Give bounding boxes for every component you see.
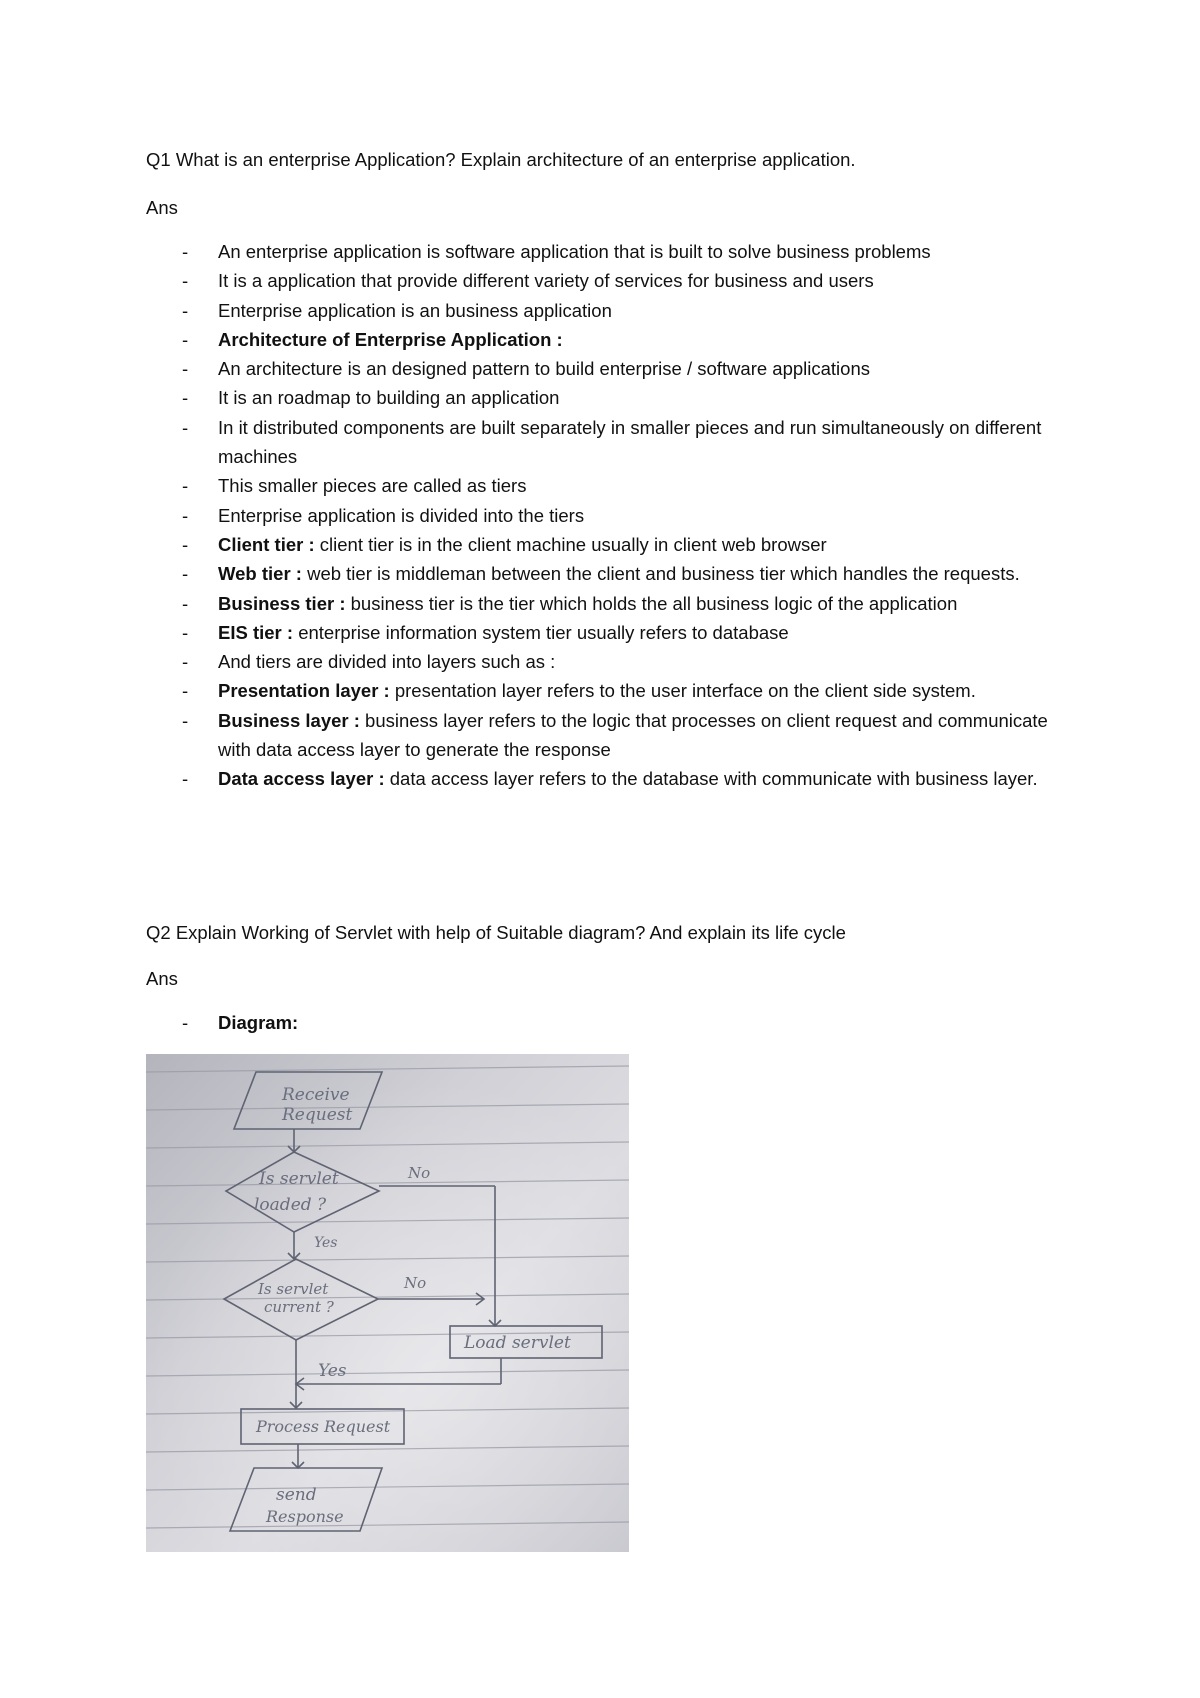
is-loaded-label-line-2: loaded ? [254,1195,327,1215]
bullet-dash: - [182,270,189,292]
list-item-text: business layer refers to the logic that processes on client request and communicate with data access layer to generate the response [218,709,1048,761]
receive-label-line-1: Receive [282,1085,350,1105]
list-item [146,471,1066,500]
bullet-dash: - [182,241,189,262]
list-item-heading: EIS tier : [218,621,294,643]
bullet-dash: - [182,592,189,614]
list-item-heading: Architecture of Enterprise Application : [218,328,563,350]
list-item [146,501,1066,530]
send-label-line-2: Response [266,1507,344,1526]
list-item [146,618,1066,647]
bullet-dash: - [182,1012,189,1033]
question-1-answer-label: Ans [146,197,178,218]
flowchart-photo [146,1054,629,1552]
list-item [146,383,1066,412]
is-current-label-line-2: current ? [264,1298,334,1316]
list-item-heading: Client tier : [218,533,315,555]
process-request-label: Process Request [256,1417,391,1436]
list-item-text: This smaller pieces are called as tiers [218,475,527,497]
bullet-dash: - [182,533,189,555]
list-item-text: business tier is the tier which holds the all business logic of the application [350,592,958,614]
list-item-text: In it distributed components are built separately in smaller pieces and run simultaneously on different machines [218,416,1042,468]
question-2-title: Q2 Explain Working of Servlet with help of Suitable diagram? And explain its life cycle [146,922,846,943]
list-item-text: web tier is middleman between the client and business tier which handles the requests. [307,563,1020,585]
yes-label-1: Yes [314,1235,338,1251]
bullet-dash: - [182,328,189,350]
bullet-dash: - [182,504,189,526]
bullet-dash: - [182,563,189,585]
bullet-dash: - [182,709,189,731]
list-item-heading: Presentation layer : [218,680,390,702]
list-item [146,647,1066,676]
is-loaded-label-line-1: Is servlet [259,1169,339,1189]
question-1-answer-list [146,237,1066,794]
send-label-line-1: send [276,1485,317,1505]
list-item [146,676,1066,705]
list-item-text: enterprise information system tier usually refers to database [298,621,789,643]
bullet-dash: - [182,387,189,409]
list-item-text: data access layer refers to the database with communicate with business layer. [389,768,1038,790]
no-label-2: No [404,1274,427,1292]
list-item-text: It is a application that provide different variety of services for business and users [218,270,874,292]
list-item [146,296,1066,325]
no-label-1: No [408,1164,431,1182]
list-item [146,1008,1066,1037]
list-item-text: Enterprise application is divided into the tiers [218,504,585,526]
list-item [146,530,1066,559]
list-item [146,266,1066,295]
question-1-title: Q1 What is an enterprise Application? Explain architecture of an enterprise application. [146,149,856,170]
bullet-dash: - [182,358,189,380]
list-item [146,764,1066,793]
list-item-text: Enterprise application is an business application [218,299,612,321]
list-item [146,325,1066,354]
list-item-heading: Data access layer : [218,768,385,790]
list-item-heading: Diagram: [218,1012,299,1033]
list-item-text: An enterprise application is software application that is built to solve business problems [218,241,931,262]
list-item-text: client tier is in the client machine usually in client web browser [319,533,827,555]
bullet-dash: - [182,680,189,702]
list-item [146,706,1066,765]
list-item-heading: Web tier : [218,563,302,585]
list-item [146,589,1066,618]
list-item [146,413,1066,472]
bullet-dash: - [182,651,189,673]
bullet-dash: - [182,621,189,643]
bullet-dash: - [182,768,189,790]
yes-label-2: Yes [318,1361,347,1381]
load-servlet-label: Load servlet [464,1333,571,1353]
is-current-label-line-1: Is servlet [258,1280,329,1298]
receive-label-line-2: Request [282,1105,353,1125]
list-item-heading: Business tier : [218,592,346,614]
question-2-answer-list [146,1008,1066,1037]
list-item [146,237,1066,266]
list-item-text: And tiers are divided into layers such as : [218,651,556,673]
bullet-dash: - [182,475,189,497]
list-item-heading: Business layer : [218,709,360,731]
list-item [146,559,1066,588]
list-item-text: An architecture is an designed pattern to build enterprise / software applications [218,358,870,380]
bullet-dash: - [182,299,189,321]
question-2-answer-label: Ans [146,968,178,989]
list-item-text: It is an roadmap to building an application [218,387,560,409]
list-item-text: presentation layer refers to the user interface on the client side system. [394,680,976,702]
list-item [146,354,1066,383]
bullet-dash: - [182,416,189,438]
